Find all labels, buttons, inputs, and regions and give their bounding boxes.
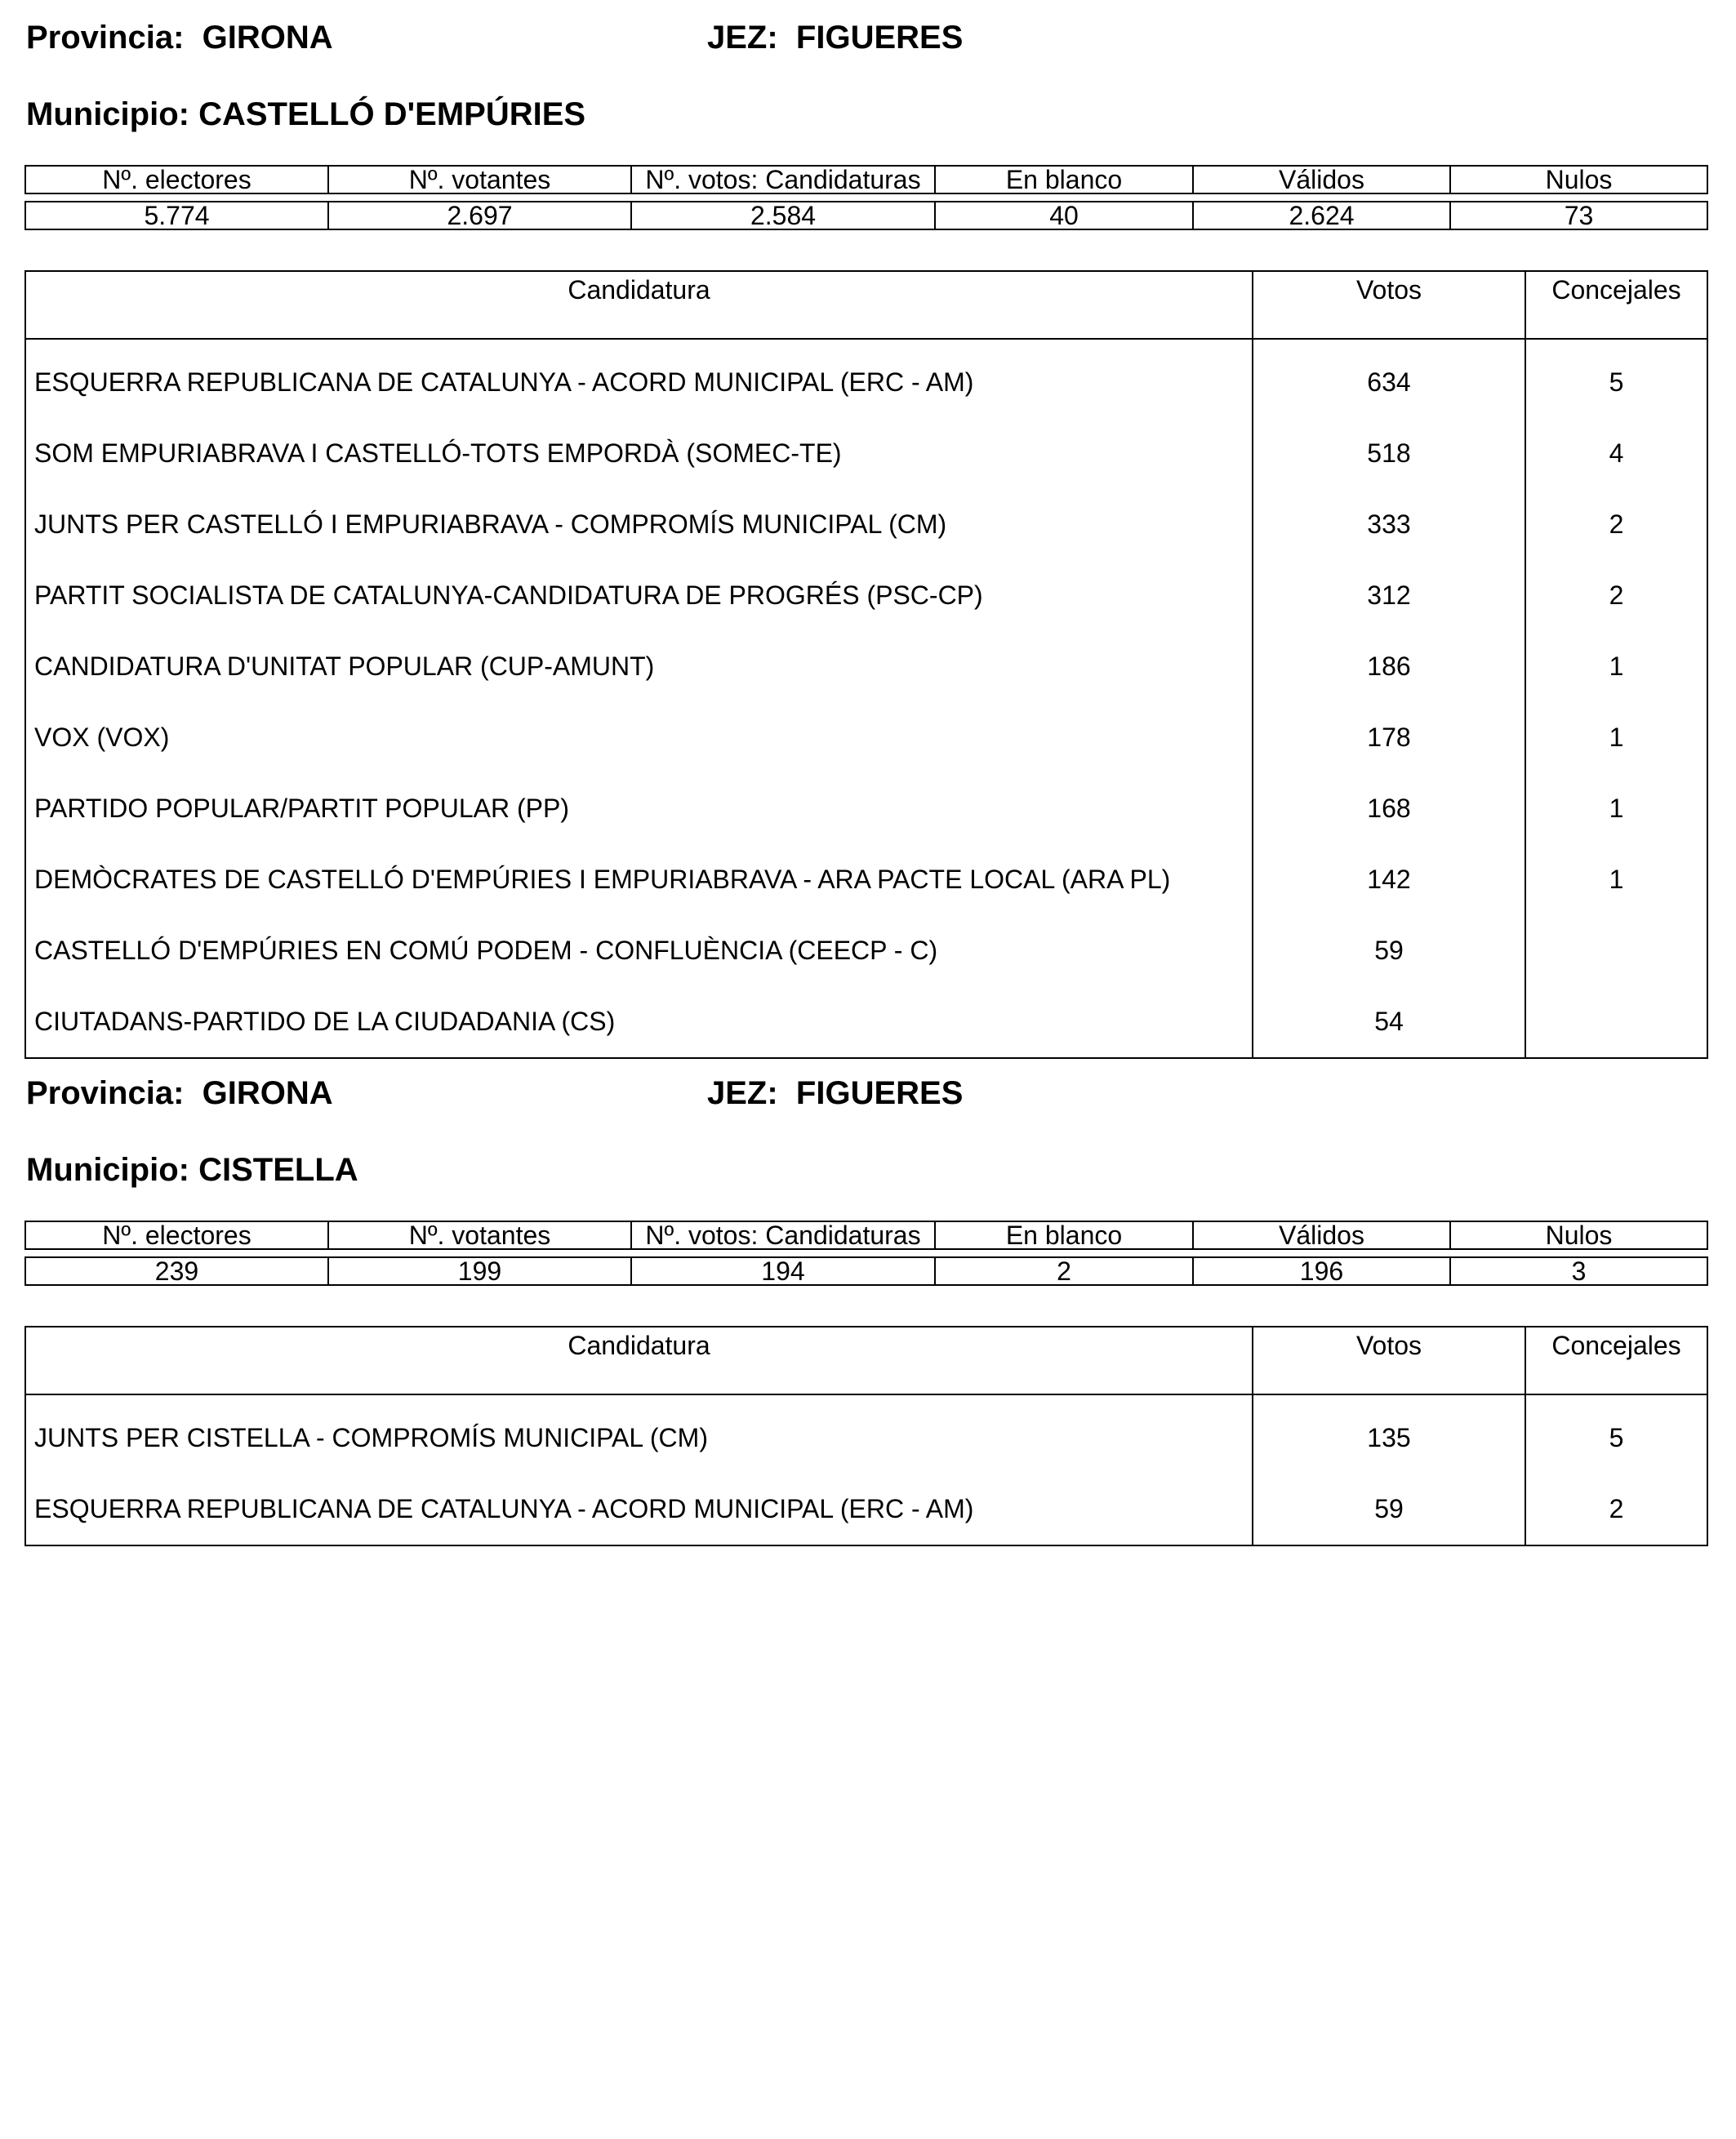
party-seats: 2: [1525, 560, 1707, 631]
summary-header-electors: Nº. electores: [25, 166, 328, 193]
party-votes: 518: [1253, 418, 1525, 489]
party-votes: 59: [1253, 915, 1525, 986]
party-name: PARTIDO POPULAR/PARTIT POPULAR (PP): [25, 773, 1253, 844]
table-row: [25, 631, 1707, 702]
summary-value-row: [25, 1257, 1707, 1285]
summary-header-blank: En blanco: [935, 166, 1193, 193]
summary-voters: 2.697: [328, 202, 631, 229]
party-votes: 186: [1253, 631, 1525, 702]
table-row: [25, 1474, 1707, 1545]
summary-valid: 196: [1193, 1257, 1450, 1285]
table-row: [25, 702, 1707, 773]
party-votes: 142: [1253, 844, 1525, 915]
province-label: Provincia:: [26, 1075, 185, 1111]
summary-blank: 40: [935, 202, 1193, 229]
results-table: [24, 270, 1708, 1059]
summary-candidate-votes: 2.584: [631, 202, 935, 229]
party-name: ESQUERRA REPUBLICANA DE CATALUNYA - ACORD MUNICIPAL (ERC - AM): [25, 339, 1253, 418]
jez-value: FIGUERES: [795, 20, 964, 56]
jez-label: JEZ:: [707, 20, 778, 56]
municipality-header: [26, 98, 585, 131]
party-votes: 634: [1253, 339, 1525, 418]
results-header-row: [25, 1327, 1707, 1394]
results-header-candidature: Candidatura: [25, 1327, 1253, 1394]
party-seats: [1525, 986, 1707, 1058]
party-votes: 333: [1253, 489, 1525, 560]
party-name: PARTIT SOCIALISTA DE CATALUNYA-CANDIDATURA DE PROGRÉS (PSC-CP): [25, 560, 1253, 631]
party-seats: 5: [1525, 339, 1707, 418]
party-name: CANDIDATURA D'UNITAT POPULAR (CUP-AMUNT): [25, 631, 1253, 702]
province-header: [26, 21, 333, 54]
summary-header-voters: Nº. votantes: [328, 1221, 631, 1249]
party-name: JUNTS PER CASTELLÓ I EMPURIABRAVA - COMPROMÍS MUNICIPAL (CM): [25, 489, 1253, 560]
party-seats: 1: [1525, 844, 1707, 915]
results-header-row: [25, 271, 1707, 339]
party-seats: 4: [1525, 418, 1707, 489]
results-header-candidature: Candidatura: [25, 271, 1253, 339]
municipality-label: Municipio:: [26, 1152, 189, 1188]
jez-header: [707, 21, 963, 54]
summary-null: 73: [1450, 202, 1707, 229]
party-name: DEMÒCRATES DE CASTELLÓ D'EMPÚRIES I EMPURIABRAVA - ARA PACTE LOCAL (ARA PL): [25, 844, 1253, 915]
summary-blank: 2: [935, 1257, 1193, 1285]
table-row: [25, 1394, 1707, 1474]
municipality-value: CASTELLÓ D'EMPÚRIES: [198, 96, 586, 132]
results-header-seats: Concejales: [1525, 1327, 1707, 1394]
summary-header-row: [25, 1221, 1707, 1249]
table-row: [25, 986, 1707, 1058]
municipality-label: Municipio:: [26, 96, 189, 132]
results-header-votes: Votos: [1253, 271, 1525, 339]
party-seats: [1525, 915, 1707, 986]
province-value: GIRONA: [202, 20, 333, 56]
party-name: JUNTS PER CISTELLA - COMPROMÍS MUNICIPAL (CM): [25, 1394, 1253, 1474]
results-table: [24, 1326, 1708, 1546]
summary-valid: 2.624: [1193, 202, 1450, 229]
summary-null: 3: [1450, 1257, 1707, 1285]
summary-header-valid: Válidos: [1193, 166, 1450, 193]
province-header: [26, 1077, 333, 1110]
jez-value: FIGUERES: [795, 1075, 964, 1111]
province-label: Provincia:: [26, 20, 185, 56]
table-row: [25, 418, 1707, 489]
municipality-value: CISTELLA: [198, 1152, 358, 1188]
party-votes: 135: [1253, 1394, 1525, 1474]
summary-voters: 199: [328, 1257, 631, 1285]
summary-gap: [25, 193, 1707, 202]
party-votes: 312: [1253, 560, 1525, 631]
table-row: [25, 339, 1707, 418]
party-votes: 168: [1253, 773, 1525, 844]
jez-header: [707, 1077, 963, 1110]
party-seats: 1: [1525, 702, 1707, 773]
province-value: GIRONA: [202, 1075, 333, 1111]
summary-header-null: Nulos: [1450, 166, 1707, 193]
summary-table: [24, 165, 1708, 230]
party-votes: 59: [1253, 1474, 1525, 1545]
summary-header-valid: Válidos: [1193, 1221, 1450, 1249]
party-name: CASTELLÓ D'EMPÚRIES EN COMÚ PODEM - CONFLUÈNCIA (CEECP - C): [25, 915, 1253, 986]
table-row: [25, 915, 1707, 986]
party-seats: 1: [1525, 773, 1707, 844]
party-name: ESQUERRA REPUBLICANA DE CATALUNYA - ACORD MUNICIPAL (ERC - AM): [25, 1474, 1253, 1545]
municipality-header: [26, 1154, 358, 1186]
table-row: [25, 844, 1707, 915]
summary-electors: 239: [25, 1257, 328, 1285]
summary-header-candidate-votes: Nº. votos: Candidaturas: [631, 166, 935, 193]
party-votes: 178: [1253, 702, 1525, 773]
party-name: SOM EMPURIABRAVA I CASTELLÓ-TOTS EMPORDÀ (SOMEC-TE): [25, 418, 1253, 489]
summary-header-null: Nulos: [1450, 1221, 1707, 1249]
results-header-votes: Votos: [1253, 1327, 1525, 1394]
party-name: VOX (VOX): [25, 702, 1253, 773]
party-votes: 54: [1253, 986, 1525, 1058]
summary-table: [24, 1221, 1708, 1286]
party-seats: 5: [1525, 1394, 1707, 1474]
party-name: CIUTADANS-PARTIDO DE LA CIUDADANIA (CS): [25, 986, 1253, 1058]
summary-candidate-votes: 194: [631, 1257, 935, 1285]
jez-label: JEZ:: [707, 1075, 778, 1111]
party-seats: 2: [1525, 1474, 1707, 1545]
table-row: [25, 560, 1707, 631]
party-seats: 1: [1525, 631, 1707, 702]
summary-electors: 5.774: [25, 202, 328, 229]
summary-header-blank: En blanco: [935, 1221, 1193, 1249]
party-seats: 2: [1525, 489, 1707, 560]
table-row: [25, 489, 1707, 560]
summary-value-row: [25, 202, 1707, 229]
summary-header-electors: Nº. electores: [25, 1221, 328, 1249]
summary-header-candidate-votes: Nº. votos: Candidaturas: [631, 1221, 935, 1249]
results-header-seats: Concejales: [1525, 271, 1707, 339]
summary-header-row: [25, 166, 1707, 193]
summary-gap: [25, 1249, 1707, 1257]
table-row: [25, 773, 1707, 844]
summary-header-voters: Nº. votantes: [328, 166, 631, 193]
